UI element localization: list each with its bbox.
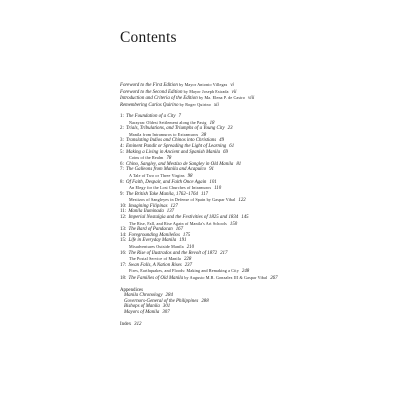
- chapter-page: 61: [229, 143, 235, 149]
- chapter-page: 237: [184, 262, 193, 268]
- entry-page: vi: [230, 83, 234, 88]
- appendix-page: 301: [162, 304, 171, 310]
- chapter-title: The Rise of Ilustrados and the Revolt of 1872: [128, 250, 218, 256]
- chapter-title: Foregrounding Manileños: [128, 232, 180, 238]
- chapter-number: 12:: [120, 215, 127, 221]
- chapter-page: 23: [227, 126, 233, 132]
- chapter-title: The Galleons from Manila and Acapulco: [126, 167, 207, 173]
- chapter-number: 9:: [120, 191, 124, 197]
- sub-entry-page: 38: [201, 132, 207, 138]
- chapter-title: Trials, Tribulations, and Triumphs of a Young City: [126, 126, 225, 132]
- chapter-page: 127: [170, 203, 178, 209]
- chapter-title: Chino, Sangley, and Mestizo de Sangley in Old Manila: [126, 161, 234, 167]
- sub-entry-title: Narayan: Oldest Settlement along the Pasig: [129, 119, 207, 125]
- chapter-number: 2:: [120, 126, 124, 132]
- appendices-section: [120, 288, 410, 316]
- chapter-number: 10:: [120, 203, 127, 209]
- chapter-page: 101: [209, 179, 217, 185]
- appendix-title: Manila Chronology: [124, 293, 163, 299]
- chapter-title: The Families of Old Manila: [128, 276, 184, 281]
- chapter-list: [120, 114, 410, 282]
- chapter-number: 17:: [120, 262, 127, 268]
- entry-title: Foreword to the Second Edition: [120, 89, 183, 95]
- entry-author: by Mayor Antonio Villegas: [179, 82, 228, 87]
- chapter-number: 6:: [120, 161, 124, 167]
- sub-entry-title: Coins of the Realm: [129, 155, 164, 161]
- sub-entry-title: Mestizos of Sangleyes in Defense of Spain: [129, 197, 206, 203]
- chapter-author: by Augusto M.R. Gonzalez III & Gaspar Vibal: [184, 275, 268, 280]
- chapter-title: Translating Indios and Chinos into Christians: [126, 138, 217, 144]
- chapter-page: 117: [201, 191, 208, 197]
- front-matter-entry[interactable]: [120, 82, 410, 89]
- appendices-heading: Appendices: [120, 287, 144, 293]
- chapter-page: 191: [179, 238, 187, 244]
- sub-entry[interactable]: [120, 268, 410, 275]
- entry-author: by Mayor Joseph Estrada: [183, 88, 229, 94]
- chapter-number: 18:: [120, 276, 127, 281]
- chapter-title: Swan Falls, A Nation Rises: [128, 262, 182, 268]
- sub-entry-page: 78: [166, 156, 172, 162]
- sub-entry-title: Fires, Earthquakes, and Floods: Making and Remaking a City: [129, 268, 239, 274]
- chapter-number: 15:: [120, 238, 127, 244]
- chapter-number: 1:: [120, 113, 124, 119]
- chapter-title: Making a Living in Ancient and Spanish Manila: [126, 149, 221, 155]
- index-label: Index: [120, 321, 132, 327]
- appendix-page: 288: [201, 298, 209, 304]
- chapter-number: 11:: [120, 209, 127, 215]
- sub-entry-title: Manila from Intramuros to Extramuros: [129, 131, 199, 137]
- appendix-page: 284: [165, 293, 173, 299]
- sub-entry[interactable]: [120, 256, 410, 263]
- sub-entry[interactable]: [120, 185, 410, 192]
- chapter-number: 14:: [120, 232, 127, 238]
- chapter-page: 137: [166, 209, 175, 215]
- chapter-page: 267: [270, 276, 278, 281]
- entry-page: viii: [248, 96, 255, 102]
- chapter-number: 7:: [120, 167, 124, 173]
- chapter-title: Imagining Filipinas: [128, 203, 168, 209]
- chapter-number: 5:: [120, 149, 124, 155]
- sub-entry-page: 228: [183, 257, 192, 263]
- sub-entry-page: 122: [238, 198, 246, 204]
- sub-entry[interactable]: [120, 173, 410, 180]
- chapter-page: 7: [178, 113, 181, 119]
- appendix-list: [120, 293, 410, 315]
- entry-author: by Ma. Elena P. de Castro: [198, 95, 246, 101]
- chapter-title: Of Faith, Despair, and Faith Once Again: [126, 179, 207, 185]
- chapter-title: The Bard of Pandacan: [128, 227, 173, 233]
- sub-entry-page: 248: [241, 269, 250, 275]
- entry-title: Remembering Carlos Quirino: [120, 102, 179, 108]
- chapter-page: 145: [241, 215, 249, 221]
- chapter-number: 4:: [120, 143, 124, 149]
- front-matter-entry[interactable]: [120, 95, 410, 102]
- chapter-page: 49: [219, 138, 225, 144]
- index-page: 312: [134, 321, 142, 327]
- chapter-page: 167: [175, 227, 184, 233]
- chapter-title: The British Take Manila, 1762–1764: [126, 191, 199, 197]
- sub-entry[interactable]: [120, 155, 410, 162]
- table-of-contents: [120, 82, 410, 327]
- chapter-page: 81: [236, 161, 242, 167]
- chapter-title: Manila Iluminada: [128, 209, 164, 215]
- front-matter-list: [120, 82, 410, 108]
- chapter-page: 69: [223, 149, 228, 155]
- sub-entry-page: 150: [229, 221, 238, 227]
- sub-entry[interactable]: [120, 132, 410, 139]
- appendix-title: Mayors of Manila: [124, 309, 160, 315]
- entry-page: vii: [231, 89, 237, 95]
- chapter-number: 13:: [120, 227, 127, 233]
- chapter-number: 8:: [120, 179, 124, 185]
- sub-entry-page: 210: [186, 245, 195, 251]
- chapter-title: Eminent Pandit or Spreading the Light of Learning: [126, 143, 227, 149]
- sub-entry-title: Misadventures Outside Manila: [129, 244, 184, 250]
- sub-entry-title: A Tale of Two or Three Virgins: [129, 172, 185, 178]
- chapter-title: The Foundation of a City: [126, 113, 176, 119]
- entry-author: by Roger Quirino: [179, 101, 211, 107]
- appendix-page: 307: [162, 309, 170, 315]
- sub-entry-title: The Rise, Fall, and Rise Again of Manila's Art Schools: [129, 220, 227, 226]
- entry-title: Introduction and Criteria of the Edition: [120, 96, 198, 102]
- chapter-page: 91: [209, 167, 214, 173]
- page-title: Contents: [120, 29, 177, 46]
- chapter-title: Imperial Nostalgia and the Festivities of 1825 and 1834: [128, 215, 239, 221]
- sub-entry-author: by Gaspar Vibal: [206, 197, 236, 203]
- sub-entry[interactable]: [120, 244, 410, 251]
- chapter-title: Life in Everyday Manila: [128, 238, 177, 244]
- sub-entry-title: The Postal Service of Manila: [129, 256, 181, 262]
- sub-entry[interactable]: [120, 197, 410, 204]
- front-matter-entry[interactable]: [120, 89, 410, 96]
- chapter-page: 175: [182, 232, 191, 238]
- chapter-number: 3:: [120, 138, 124, 144]
- sub-entry-page: 98: [187, 173, 193, 179]
- chapter-entry[interactable]: [120, 275, 410, 282]
- index-entry[interactable]: [120, 322, 410, 328]
- appendix-title: Bishops of Manila: [124, 304, 160, 310]
- sub-entry-title: An Elegy for the Lost Churches of Intramuros: [129, 185, 212, 191]
- chapter-page: 217: [220, 250, 228, 256]
- front-matter-entry[interactable]: [120, 102, 410, 109]
- entry-page: xii: [213, 102, 219, 108]
- appendix-title: Governors-General of the Philippines: [124, 298, 199, 304]
- entry-title: Foreword to the First Edition: [120, 83, 178, 88]
- appendix-entry[interactable]: [120, 310, 410, 316]
- sub-entry[interactable]: [120, 120, 410, 127]
- chapter-number: 16:: [120, 250, 127, 256]
- sub-entry-page: 110: [214, 186, 222, 192]
- sub-entry-page: 18: [209, 120, 215, 126]
- sub-entry[interactable]: [120, 221, 410, 228]
